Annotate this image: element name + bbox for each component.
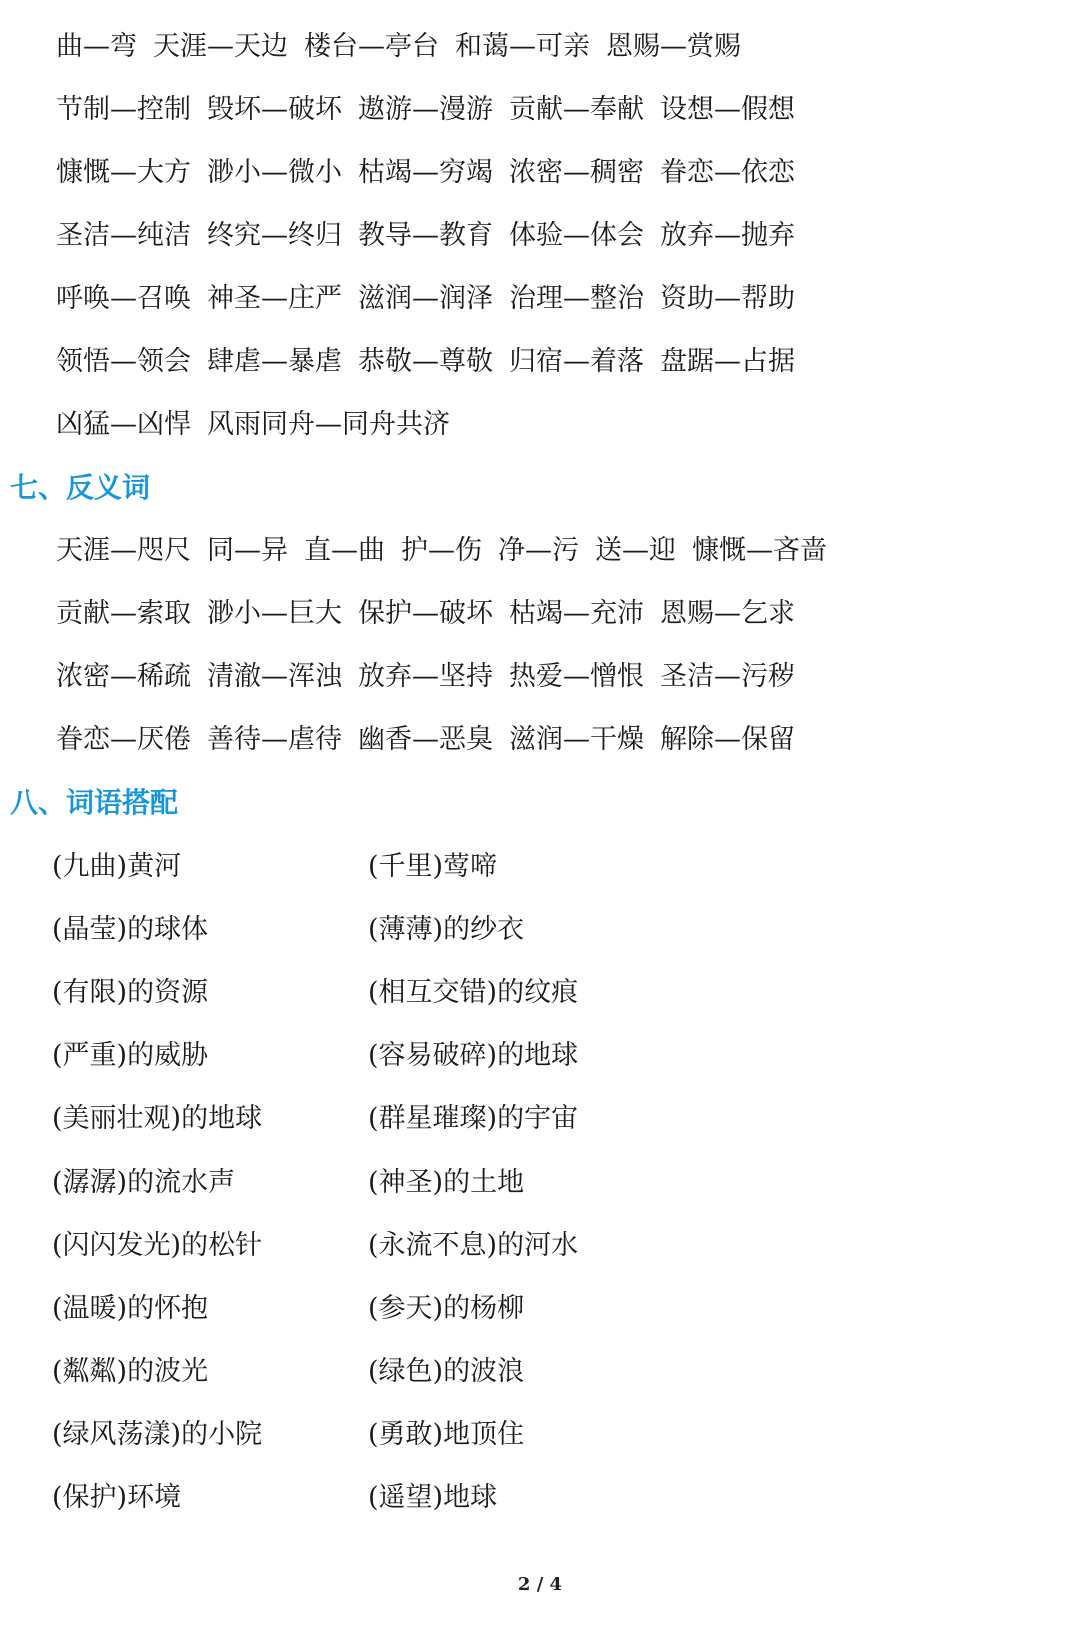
word-pair: 归宿—着落 [509,346,644,377]
word-pair: 节制—控制 [56,94,191,125]
collocation-item: (绿风荡漾)的小院 [52,1419,263,1450]
collocation-item: (严重)的威胁 [52,1040,209,1071]
word-pair: 设想—假想 [660,94,795,125]
collocation-item: (温暖)的怀抱 [52,1293,209,1324]
word-pair: 终究—终归 [207,220,342,251]
collocation-item: (薄薄)的纱衣 [368,914,525,945]
word-pair: 毁坏—破坏 [207,94,342,125]
word-pair: 呼唤—召唤 [56,283,191,314]
word-pair: 浓密—稠密 [509,157,644,188]
word-pair: 渺小—巨大 [207,598,342,629]
word-pair: 净—污 [498,535,579,566]
word-pair: 贡献—索取 [56,598,191,629]
word-pair: 圣洁—污秽 [660,661,795,692]
word-pair: 枯竭—穷竭 [358,157,493,188]
word-pair: 神圣—庄严 [207,283,342,314]
word-pair: 同—异 [207,535,288,566]
word-pair: 枯竭—充沛 [509,598,644,629]
collocation-item: (群星璀璨)的宇宙 [368,1103,579,1134]
collocation-item: (保护)环境 [52,1482,182,1513]
word-pair: 和蔼—可亲 [455,31,590,62]
word-pair: 滋润—润泽 [358,283,493,314]
word-pair: 风雨同舟—同舟共济 [207,409,450,440]
word-pair: 滋润—干燥 [509,724,644,755]
word-pair: 贡献—奉献 [509,94,644,125]
word-pair: 天涯—天边 [153,31,288,62]
word-pair: 凶猛—凶悍 [56,409,191,440]
word-pair: 治理—整治 [509,283,644,314]
word-pair: 护—伤 [401,535,482,566]
section-heading-collocations: 八、词语搭配 [10,786,179,819]
collocation-item: (粼粼)的波光 [52,1356,209,1387]
synonym-row [56,342,811,382]
collocation-item: (有限)的资源 [52,977,209,1008]
word-pair: 圣洁—纯洁 [56,220,191,251]
word-pair: 善待—虐待 [207,724,342,755]
word-pair: 教导—教育 [358,220,493,251]
collocation-item: (九曲)黄河 [52,851,182,882]
antonym-row [56,720,811,760]
collocation-item: (遥望)地球 [368,1482,498,1513]
synonym-row [56,90,811,130]
word-pair: 体验—体会 [509,220,644,251]
collocation-item: (千里)莺啼 [368,851,498,882]
word-pair: 资助—帮助 [660,283,795,314]
word-pair: 恩赐—赏赐 [606,31,741,62]
collocation-item: (容易破碎)的地球 [368,1040,579,1071]
word-pair: 天涯—咫尺 [56,535,191,566]
synonym-row [56,279,811,319]
word-pair: 盘踞—占据 [660,346,795,377]
word-pair: 放弃—坚持 [358,661,493,692]
word-pair: 渺小—微小 [207,157,342,188]
collocation-item: (绿色)的波浪 [368,1356,525,1387]
word-pair: 保护—破坏 [358,598,493,629]
collocation-item: (神圣)的土地 [368,1167,525,1198]
collocation-item: (晶莹)的球体 [52,914,209,945]
collocation-item: (美丽壮观)的地球 [52,1103,263,1134]
antonym-row [56,531,843,571]
word-pair: 恭敬—尊敬 [358,346,493,377]
word-pair: 放弃—抛弃 [660,220,795,251]
word-pair: 直—曲 [304,535,385,566]
collocation-item: (参天)的杨柳 [368,1293,525,1324]
collocation-item: (潺潺)的流水声 [52,1167,236,1198]
antonym-row [56,657,811,697]
word-pair: 慷慨—吝啬 [692,535,827,566]
synonym-row [56,216,811,256]
word-pair: 浓密—稀疏 [56,661,191,692]
word-pair: 解除—保留 [660,724,795,755]
word-pair: 清澈—浑浊 [207,661,342,692]
word-pair: 慷慨—大方 [56,157,191,188]
page-number: 2 / 4 [517,1574,563,1595]
word-pair: 眷恋—厌倦 [56,724,191,755]
word-pair: 遨游—漫游 [358,94,493,125]
antonym-row [56,594,811,634]
word-pair: 领悟—领会 [56,346,191,377]
section-heading-antonyms: 七、反义词 [10,471,151,504]
word-pair: 肆虐—暴虐 [207,346,342,377]
collocation-item: (勇敢)地顶住 [368,1419,525,1450]
word-pair: 曲—弯 [56,31,137,62]
collocation-item: (相互交错)的纹痕 [368,977,579,1008]
word-pair: 楼台—亭台 [304,31,439,62]
synonym-row [56,153,811,193]
word-pair: 幽香—恶臭 [358,724,493,755]
synonym-row [56,405,466,445]
word-pair: 热爱—憎恨 [509,661,644,692]
word-pair: 送—迎 [595,535,676,566]
word-pair: 眷恋—依恋 [660,157,795,188]
collocation-item: (永流不息)的河水 [368,1230,579,1261]
collocation-item: (闪闪发光)的松针 [52,1230,263,1261]
synonym-row [56,27,757,67]
word-pair: 恩赐—乞求 [660,598,795,629]
